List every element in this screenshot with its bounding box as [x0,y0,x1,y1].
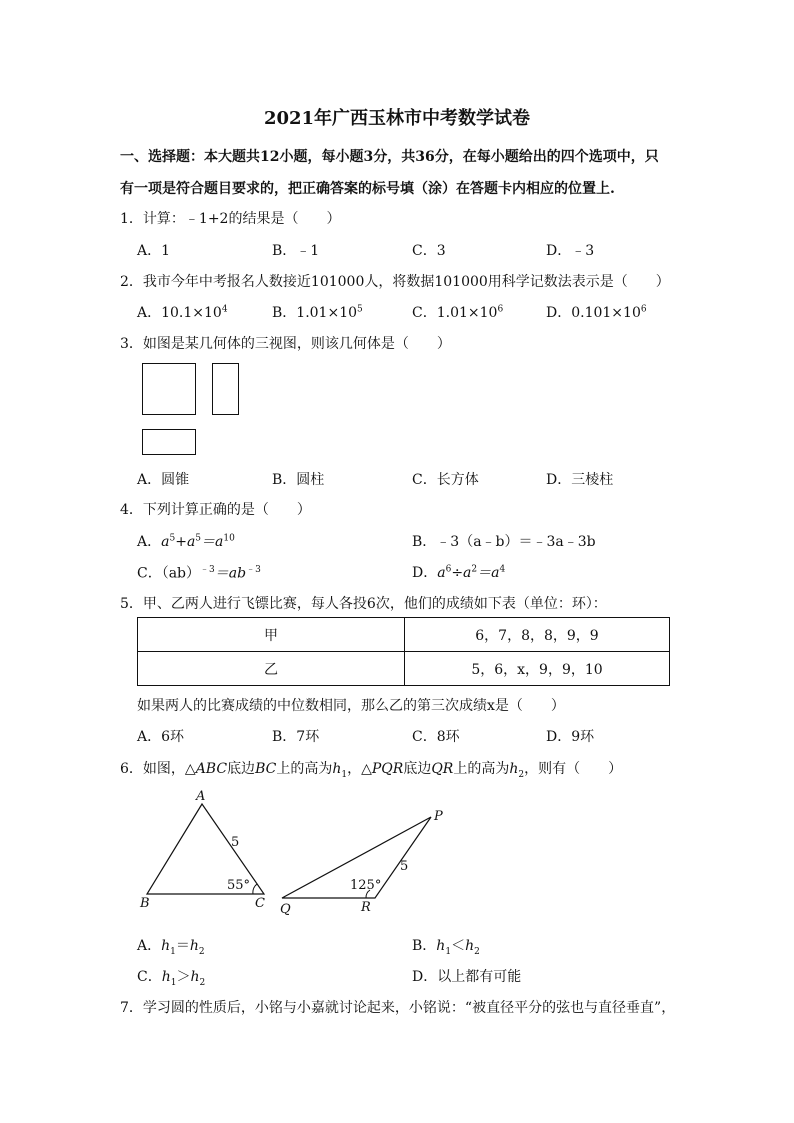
q5-stem: 5．甲、乙两人进行飞镖比赛，每人各投6次，他们的成绩如下表（单位：环）： [120,596,607,612]
q6-stem: 6．如图，△ABC底边BC上的高为$h_1$，△PQR底边QR上的高为$h_2$，则有（ ） [120,761,623,780]
q2-stem: 2．我市今年中考报名人数接近101000人，将数据101000用科学记数法表示是（ ） [120,274,670,290]
table-cell-player: 乙 [138,652,405,686]
side-pr-length: 5 [400,859,409,874]
angle-c-label: 55° [227,878,251,893]
q4-option-a[interactable]: A．$a^5+a^5=a^{10}$ [137,533,235,550]
q5-option-a[interactable]: A．6环 [137,729,185,745]
q2-option-c[interactable]: C．$1.01\times 10^6$ [412,304,504,321]
section-heading-line2: 有一项是符合题目要求的，把正确答案的标号填（涂）在答题卡内相应的位置上. [120,181,615,197]
table-cell-player: 甲 [138,618,405,652]
vertex-b-label: B [140,896,150,911]
vertex-a-label: A [196,789,206,804]
q3-option-a[interactable]: A．圆锥 [137,472,190,488]
q1-option-b[interactable]: B．﹣1 [272,243,320,259]
vertex-p-label: P [434,809,443,824]
q2-option-b[interactable]: B．$1.01\times 10^5$ [272,304,363,321]
table-cell-scores: 6，7，8，8，9，9 [405,618,670,652]
q2-option-a[interactable]: A．$10.1\times 10^4$ [137,304,228,321]
q4-option-d[interactable]: D．$a^6\div a^2=a^4$ [412,564,506,581]
table-cell-scores: 5，6，x，9，9，10 [405,652,670,686]
q1-option-c[interactable]: C．3 [412,243,446,259]
vertex-r-label: R [361,900,371,915]
q2-option-d[interactable]: D．$0.101\times 10^6$ [546,304,647,321]
q4-stem: 4．下列计算正确的是（ ） [120,502,311,518]
angle-r-label: 125° [350,878,382,893]
q5-option-b[interactable]: B．7环 [272,729,320,745]
q1-option-a[interactable]: A．1 [137,243,171,259]
page-title: 2021年广西玉林市中考数学试卷 [263,108,531,129]
q3-stem: 3．如图是某几何体的三视图，则该几何体是（ ） [120,336,451,352]
q6-option-a[interactable]: A．$h_1=h_2$ [137,938,205,957]
q1-option-d[interactable]: D．﹣3 [546,243,595,259]
q6-option-d[interactable]: D．以上都有可能 [412,969,522,985]
q4-option-b[interactable]: B．﹣3（a﹣b）＝﹣3a﹣3b [412,534,596,550]
side-ac-length: 5 [231,835,240,850]
vertex-c-label: C [255,896,265,911]
q3-option-c[interactable]: C．长方体 [412,472,479,488]
q4-option-c[interactable]: C．$(ab)^{﹣3}=ab^{﹣3}$ [137,565,261,582]
q3-option-d[interactable]: D．三棱柱 [546,472,614,488]
q5-option-d[interactable]: D．9环 [546,729,595,745]
q3-option-b[interactable]: B．圆柱 [272,472,325,488]
vertex-q-label: Q [280,902,291,917]
angle-c-arc [253,884,257,894]
q1-stem: 1．计算：﹣1+2的结果是（ ） [120,211,341,227]
q6-option-b[interactable]: B．$h_1<h_2$ [412,938,480,957]
q5-followup: 如果两人的比赛成绩的中位数相同，那么乙的第三次成绩x是（ ） [137,698,565,714]
q7-stem: 7．学习圆的性质后，小铭与小嘉就讨论起来，小铭说：“被直径平分的弦也与直径垂直”， [120,1000,676,1016]
q6-option-c[interactable]: C．$h_1>h_2$ [137,969,206,988]
q5-option-c[interactable]: C．8环 [412,729,460,745]
section-heading-line1: 一、选择题：本大题共12小题，每小题3分，共36分，在每小题给出的四个选项中，只 [120,149,659,165]
